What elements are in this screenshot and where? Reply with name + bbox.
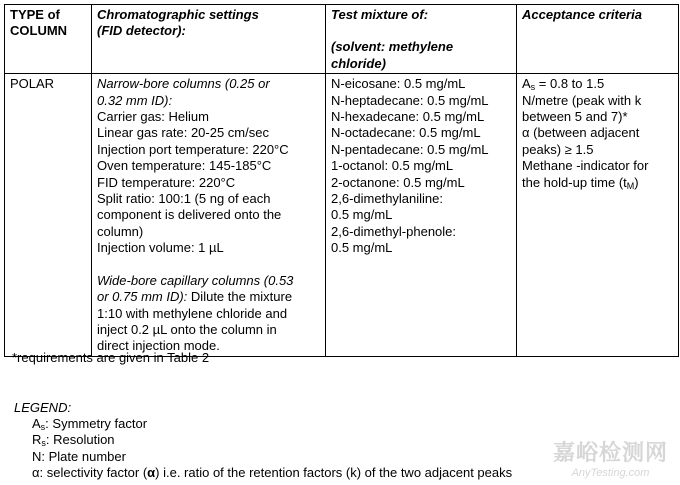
setting-line: Injection port temperature: 220°C [97,141,289,157]
wide-bore-intro: or 0.75 mm ID): [97,289,188,305]
mixture-line: 2,6-dimethyl-phenole: [331,223,457,239]
criteria-line: N/metre (peak with k [522,92,642,108]
legend-item-alpha [14,465,512,481]
cell-acceptance-criteria [517,74,679,357]
table-header-row [5,5,679,74]
setting-line: FID temperature: 220°C [97,174,236,190]
wide-bore-line: 1:10 with methylene chloride and [97,305,288,321]
wide-bore-line: inject 0.2 µL onto the column in [97,321,277,337]
acceptance-table [4,4,679,357]
header-line: Chromatographic settings [97,7,259,22]
legend-text: : Symmetry factor [45,416,148,432]
header-line: chloride) [331,55,386,71]
mixture-line: N-hexadecane: 0.5 mg/mL [331,109,485,125]
header-line: COLUMN [10,23,68,39]
cell-column-type [5,74,92,357]
legend-symbol: N [32,448,42,464]
watermark-cn: 嘉峪检测网 [552,440,668,465]
narrow-bore-intro: Narrow-bore columns (0.25 or [97,76,270,92]
header-acceptance-criteria [517,5,679,74]
narrow-bore-intro: 0.32 mm ID): [97,92,173,108]
setting-line: Injection volume: 1 µL [97,240,224,256]
criteria-line: Methane -indicator for [522,158,649,174]
legend-symbol: R [32,432,42,448]
criteria-line: peaks) ≥ 1.5 [522,141,594,157]
footnote: *requirements are given in Table 2 [12,350,210,365]
header-chromatographic-settings [92,5,326,74]
subscript: s [530,82,536,93]
mixture-line: 2,6-dimethylaniline: [331,191,444,207]
legend-title: LEGEND: [14,400,72,415]
setting-line: Carrier gas: Helium [97,109,209,125]
cell-chromatographic-settings [92,74,326,357]
wide-bore-line [97,289,320,305]
header-type-of-column [5,5,92,74]
mixture-line: 1-octanol: 0.5 mg/mL [331,158,454,174]
header-line: (solvent: methylene [331,39,454,55]
alpha-symbol: α [147,464,156,480]
mixture-line: 0.5 mg/mL [331,240,393,256]
holdup-text: the hold-up time (t [522,174,627,190]
header-line: (FID detector): [97,23,186,39]
header-line: Test mixture of: [331,7,429,22]
symbol: A [522,76,531,92]
mixture-line: 2-octanone: 0.5 mg/mL [331,174,465,190]
criteria-asymmetry [522,76,673,92]
subscript: s [41,438,46,449]
header-test-mixture [326,5,517,74]
column-type-text: POLAR [10,76,55,92]
wide-bore-text: Dilute the mixture [190,289,293,305]
criteria-value: = 0.8 to 1.5 [535,76,605,92]
subscript: s [40,422,46,433]
criteria-holdup [522,175,673,191]
mixture-line: N-eicosane: 0.5 mg/mL [331,76,466,92]
setting-line: Linear gas rate: 20-25 cm/sec [97,125,269,141]
legend-symbol: A [32,416,41,432]
watermark [553,436,668,479]
wide-bore-line: direct injection mode. [97,338,220,354]
legend-item [14,416,512,432]
legend-text: α: selectivity factor ( [32,464,148,480]
legend-text: ) i.e. ratio of the retention factors (k) of the two adjacent peaks [155,464,513,480]
criteria-line: α (between adjacent [522,125,640,141]
setting-line: Oven temperature: 145-185°C [97,158,272,174]
legend-item [14,432,512,448]
holdup-close: ) [634,174,639,190]
mixture-line: N-pentadecane: 0.5 mg/mL [331,141,489,157]
mixture-line: N-heptadecane: 0.5 mg/mL [331,92,489,108]
watermark-en: AnyTesting.com [571,467,650,479]
legend-text: : Resolution [45,432,115,448]
legend-text: : Plate number [41,448,126,464]
cell-test-mixture [326,74,517,357]
setting-line: component is delivered onto the [97,207,282,223]
criteria-line: between 5 and 7)* [522,109,628,125]
setting-line: column) [97,223,144,239]
mixture-line: N-octadecane: 0.5 mg/mL [331,125,481,141]
header-line: Acceptance criteria [522,7,642,22]
setting-line: Split ratio: 100:1 (5 ng of each [97,191,271,207]
subscript: M [626,180,635,191]
legend-item [14,449,512,465]
wide-bore-intro: Wide-bore capillary columns (0.53 [97,272,294,288]
table-row [5,74,679,357]
mixture-line: 0.5 mg/mL [331,207,393,223]
legend [14,400,512,481]
header-line: TYPE of [10,7,60,22]
